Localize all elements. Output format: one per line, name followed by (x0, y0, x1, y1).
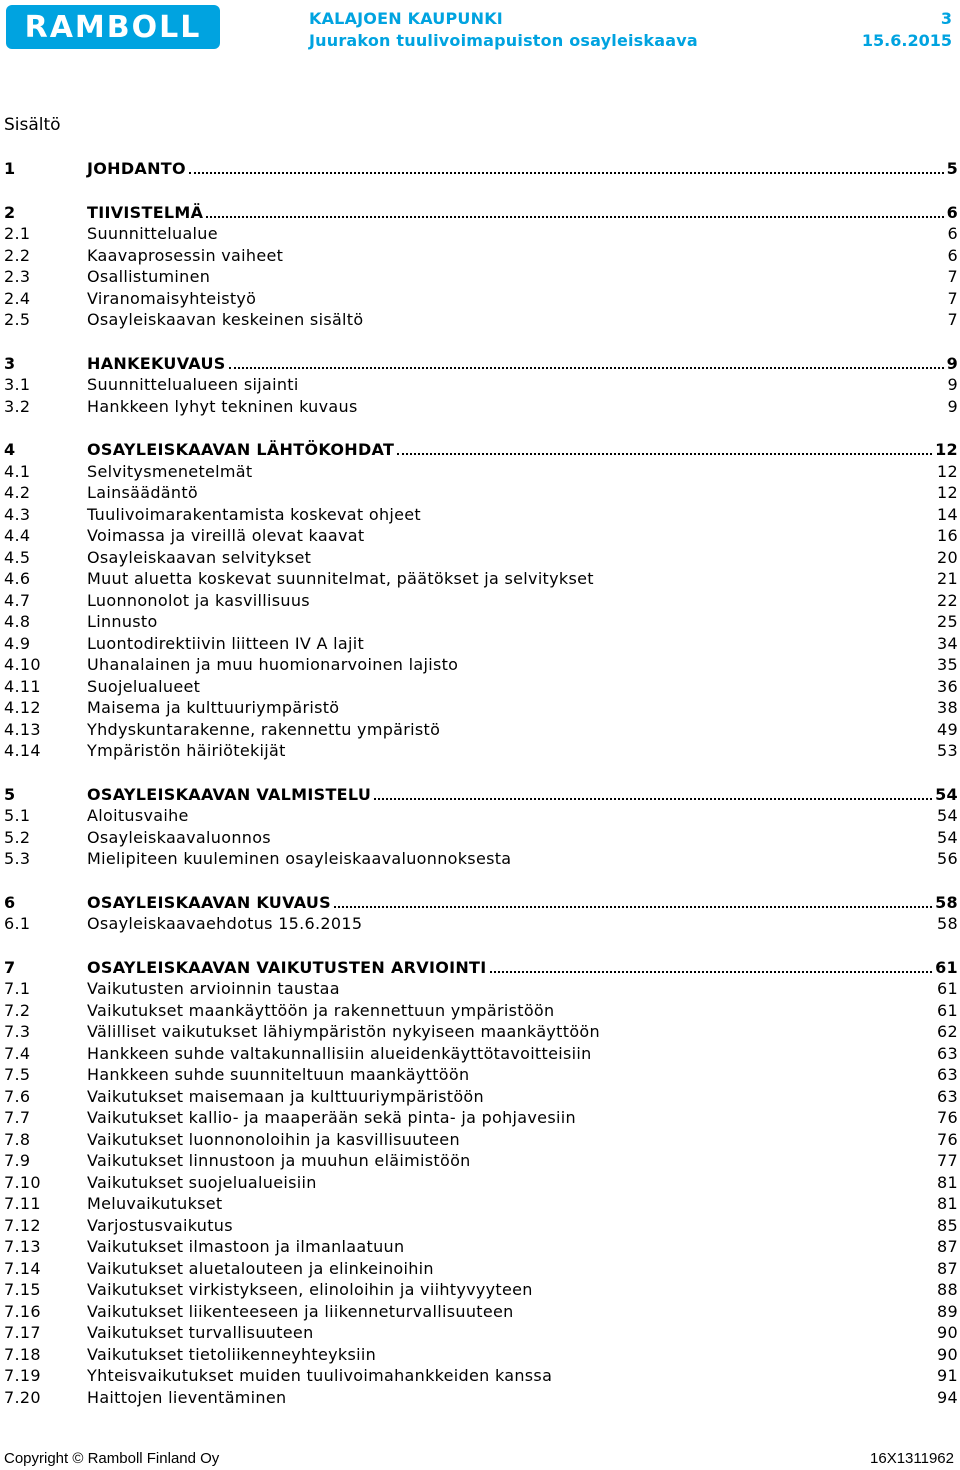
toc-entry-number: 4.3 (4, 504, 31, 524)
toc-entry-page: 77 (937, 1151, 958, 1170)
toc-entry-page: 90 (937, 1323, 958, 1342)
toc-entry-title: Lainsäädäntö (87, 483, 199, 502)
toc-entry-number: 7.8 (4, 1129, 31, 1149)
toc-entry-title: Osayleiskaavaehdotus 15.6.2015 (87, 914, 363, 933)
toc-section-entry[interactable] (4, 1064, 958, 1086)
toc-entry-title: Osayleiskaavan keskeinen sisältö (87, 310, 364, 329)
toc-entry-page: 7 (947, 310, 958, 329)
toc-entry-number: 4.13 (4, 719, 41, 739)
toc-section-entry[interactable] (4, 1129, 958, 1151)
toc-section-entry[interactable] (4, 288, 958, 310)
toc-entry-title: Osallistuminen (87, 267, 211, 286)
toc-section-entry[interactable] (4, 1365, 958, 1387)
toc-entry-page: 9 (947, 396, 958, 416)
toc-section-entry[interactable] (4, 568, 958, 590)
toc-entry-page: 6 (947, 245, 958, 265)
toc-entry-page: 7 (947, 288, 958, 308)
toc-entry-number: 5 (4, 784, 16, 804)
toc-entry-title: Hankkeen suhde valtakunnallisiin alueidenkäyttötavoitteisiin (87, 1043, 592, 1063)
toc-entry-page: 6 (947, 224, 958, 243)
toc-entry-title: Vaikutukset maisemaan ja kulttuuriympäristöön (87, 1086, 484, 1106)
toc-section-entry[interactable] (4, 1387, 958, 1409)
toc-entry-title: Vaikutukset turvallisuuteen (87, 1323, 314, 1342)
toc-entry-number: 4.8 (4, 612, 31, 631)
toc-entry-page: 76 (937, 1129, 958, 1149)
toc-entry-number: 4.14 (4, 741, 41, 760)
toc-section-entry[interactable] (4, 1021, 958, 1043)
toc-entry-page: 85 (937, 1215, 958, 1235)
toc-section-entry[interactable] (4, 1000, 958, 1022)
toc-section-entry[interactable] (4, 245, 958, 267)
toc-entry-page: 63 (937, 1065, 958, 1084)
toc-entry-number: 4.12 (4, 698, 41, 717)
toc-entry-title: Yhteisvaikutukset muiden tuulivoimahankkeiden kanssa (87, 1366, 553, 1385)
toc-section-entry[interactable] (4, 309, 958, 331)
toc-entry-title: Vaikutusten arvioinnin taustaa (87, 979, 340, 998)
toc-entry-title: Hankkeen suhde suunniteltuun maankäyttöön (87, 1065, 470, 1084)
toc-dot-leader (189, 171, 944, 174)
toc-entry-title: OSAYLEISKAAVAN VALMISTELU (87, 784, 372, 804)
toc-entry-page: 35 (937, 655, 958, 674)
toc-entry-number: 7.10 (4, 1172, 41, 1192)
toc-dot-leader (374, 797, 932, 800)
toc-entry-title: Mielipiteen kuuleminen osayleiskaavaluonnoksesta (87, 849, 512, 868)
toc-entry-number: 7.3 (4, 1022, 31, 1041)
toc-chapter-entry[interactable] (4, 957, 958, 979)
toc-entry-number: 4.10 (4, 655, 41, 674)
toc-entry-title: Ympäristön häiriötekijät (87, 741, 286, 760)
toc-entry-page: 12 (937, 483, 958, 502)
toc-entry-title: Vaikutukset liikenteeseen ja liikenneturvallisuuteen (87, 1301, 514, 1321)
toc-entry-page: 34 (937, 633, 958, 653)
toc-entry-number: 7.14 (4, 1258, 41, 1278)
toc-entry-page: 81 (937, 1172, 958, 1192)
toc-entry-title: Osayleiskaavaluonnos (87, 827, 271, 847)
toc-entry-number: 7.9 (4, 1151, 31, 1170)
toc-entry-number: 7 (4, 957, 16, 977)
toc-entry-number: 7.12 (4, 1215, 41, 1235)
toc-entry-page: 90 (937, 1344, 958, 1364)
toc-entry-number: 5.1 (4, 806, 31, 825)
logo-text: RAMBOLL (24, 9, 202, 45)
toc-section-entry[interactable] (4, 396, 958, 418)
toc-entry-page: 9 (946, 353, 958, 373)
toc-entry-number: 5.3 (4, 849, 31, 868)
toc-entry-page: 76 (937, 1108, 958, 1127)
toc-entry-number: 7.18 (4, 1344, 41, 1364)
toc-dot-leader (397, 452, 932, 455)
toc-entry-page: 56 (937, 849, 958, 868)
header-page-number: 3 (940, 9, 952, 28)
toc-section-entry[interactable] (4, 374, 958, 396)
toc-chapter-entry[interactable] (4, 784, 958, 806)
toc-entry-number: 3 (4, 353, 16, 373)
toc-section-entry[interactable] (4, 1172, 958, 1194)
toc-section-entry[interactable] (4, 848, 958, 870)
toc-section-entry[interactable] (4, 1279, 958, 1301)
toc-entry-page: 12 (935, 440, 958, 459)
toc-section-entry[interactable] (4, 978, 958, 1000)
toc-section-entry[interactable] (4, 654, 958, 676)
header-project: Juurakon tuulivoimapuiston osayleiskaava (309, 31, 698, 50)
toc-entry-number: 7.2 (4, 1000, 31, 1020)
toc-entry-page: 5 (946, 159, 958, 178)
toc-dot-leader (229, 366, 944, 369)
toc-entry-number: 2.3 (4, 267, 31, 286)
toc-entry-page: 54 (935, 784, 958, 804)
toc-section-entry[interactable] (4, 590, 958, 612)
toc-entry-number: 3.1 (4, 375, 31, 394)
toc-entry-page: 54 (937, 806, 958, 825)
toc-entry-title: Varjostusvaikutus (87, 1215, 233, 1235)
toc-entry-number: 4.1 (4, 461, 31, 481)
toc-entry-number: 3.2 (4, 396, 31, 416)
footer-copyright: Copyright © Ramboll Finland Oy (4, 1450, 220, 1467)
toc-section-entry[interactable] (4, 1107, 958, 1129)
toc-entry-number: 1 (4, 159, 16, 178)
toc-entry-number: 7.6 (4, 1086, 31, 1106)
toc-section-entry[interactable] (4, 482, 958, 504)
toc-entry-number: 2.1 (4, 224, 31, 243)
toc-entry-title: Osayleiskaavan selvitykset (87, 547, 312, 567)
toc-entry-title: Aloitusvaihe (87, 806, 189, 825)
toc-section-entry[interactable] (4, 1215, 958, 1237)
toc-chapter-entry[interactable] (4, 353, 958, 375)
toc-heading: Sisältö (4, 115, 61, 135)
toc-entry-number: 4 (4, 440, 16, 459)
toc-entry-page: 25 (937, 612, 958, 631)
toc-entry-page: 63 (937, 1086, 958, 1106)
toc-section-entry[interactable] (4, 633, 958, 655)
toc-entry-number: 6.1 (4, 914, 31, 933)
toc-entry-number: 2.4 (4, 288, 31, 308)
toc-entry-page: 20 (937, 547, 958, 567)
toc-entry-title: Haittojen lieventäminen (87, 1387, 287, 1407)
toc-entry-title: TIIVISTELMÄ (87, 202, 204, 222)
toc-entry-title: Muut aluetta koskevat suunnitelmat, päätökset ja selvitykset (87, 569, 594, 588)
toc-entry-title: Välilliset vaikutukset lähiympäristön nykyiseen maankäyttöön (87, 1022, 600, 1041)
toc-entry-title: Vaikutukset linnustoon ja muuhun eläimistöön (87, 1151, 471, 1170)
toc-entry-title: OSAYLEISKAAVAN VAIKUTUSTEN ARVIOINTI (87, 957, 487, 977)
toc-section-entry[interactable] (4, 1322, 958, 1344)
toc-dot-leader (490, 970, 933, 973)
toc-entry-title: Uhanalainen ja muu huomionarvoinen lajisto (87, 655, 459, 674)
toc-entry-title: Voimassa ja vireillä olevat kaavat (87, 526, 365, 545)
toc-entry-title: Meluvaikutukset (87, 1194, 223, 1213)
ramboll-logo (6, 5, 220, 49)
toc-entry-title: Vaikutukset virkistykseen, elinoloihin ja viihtyvyyteen (87, 1280, 533, 1299)
footer-doc-id: 16X1311962 (870, 1450, 954, 1467)
toc-section-entry[interactable] (4, 719, 958, 741)
header-date: 15.6.2015 (861, 31, 952, 50)
toc-section-entry[interactable] (4, 805, 958, 827)
toc-entry-page: 61 (935, 957, 958, 977)
toc-entry-number: 2 (4, 202, 16, 222)
toc-section-entry[interactable] (4, 913, 958, 935)
toc-entry-number: 7.20 (4, 1387, 41, 1407)
toc-entry-number: 2.5 (4, 310, 31, 329)
toc-entry-page: 9 (947, 375, 958, 394)
toc-entry-page: 16 (937, 526, 958, 545)
toc-section-entry[interactable] (4, 1236, 958, 1258)
toc-section-entry[interactable] (4, 676, 958, 698)
toc-entry-title: Kaavaprosessin vaiheet (87, 245, 284, 265)
toc-entry-number: 4.2 (4, 483, 31, 502)
toc-chapter-entry[interactable] (4, 202, 958, 224)
toc-section-entry[interactable] (4, 740, 958, 762)
toc-entry-title: Hankkeen lyhyt tekninen kuvaus (87, 396, 358, 416)
toc-section-entry[interactable] (4, 525, 958, 547)
toc-entry-number: 4.11 (4, 676, 41, 696)
toc-dot-leader (206, 215, 943, 218)
toc-entry-number: 5.2 (4, 827, 31, 847)
toc-entry-page: 58 (935, 892, 958, 912)
toc-chapter-entry[interactable] (4, 892, 958, 914)
toc-entry-number: 4.6 (4, 569, 31, 588)
toc-entry-page: 36 (937, 676, 958, 696)
toc-entry-number: 7.4 (4, 1043, 31, 1063)
toc-entry-number: 4.7 (4, 590, 31, 610)
toc-entry-page: 62 (937, 1022, 958, 1041)
toc-section-entry[interactable] (4, 827, 958, 849)
toc-entry-page: 49 (937, 719, 958, 739)
toc-section-entry[interactable] (4, 1086, 958, 1108)
toc-entry-page: 91 (937, 1366, 958, 1385)
toc-entry-page: 58 (937, 914, 958, 933)
toc-entry-number: 4.4 (4, 526, 31, 545)
toc-entry-number: 7.7 (4, 1108, 31, 1127)
toc-entry-page: 81 (937, 1194, 958, 1213)
toc-section-entry[interactable] (4, 461, 958, 483)
toc-entry-title: Suunnittelualueen sijainti (87, 375, 299, 394)
toc-entry-title: OSAYLEISKAAVAN KUVAUS (87, 892, 331, 912)
toc-entry-title: Luontodirektiivin liitteen IV A lajit (87, 633, 365, 653)
toc-entry-title: Maisema ja kulttuuriympäristö (87, 698, 340, 717)
toc-section-entry[interactable] (4, 504, 958, 526)
toc-entry-page: 94 (937, 1387, 958, 1407)
toc-entry-title: Vaikutukset luonnonoloihin ja kasvillisuuteen (87, 1129, 460, 1149)
toc-entry-page: 63 (937, 1043, 958, 1063)
toc-entry-title: Vaikutukset suojelualueisiin (87, 1172, 317, 1192)
toc-entry-number: 7.1 (4, 979, 31, 998)
toc-entry-title: Yhdyskuntarakenne, rakennettu ympäristö (87, 719, 441, 739)
toc-entry-page: 54 (937, 827, 958, 847)
toc-entry-title: Vaikutukset maankäyttöön ja rakennettuun ympäristöön (87, 1000, 555, 1020)
toc-section-entry[interactable] (4, 1150, 958, 1172)
toc-entry-title: Tuulivoimarakentamista koskevat ohjeet (87, 504, 422, 524)
toc-entry-page: 7 (947, 267, 958, 286)
toc-entry-page: 6 (946, 202, 958, 222)
toc-entry-title: Vaikutukset aluetalouteen ja elinkeinoihin (87, 1258, 434, 1278)
toc-entry-page: 61 (937, 979, 958, 998)
toc-section-entry[interactable] (4, 223, 958, 245)
toc-entry-title: Viranomaisyhteistyö (87, 288, 257, 308)
page-header (0, 0, 960, 60)
toc-section-entry[interactable] (4, 1258, 958, 1280)
toc-entry-title: OSAYLEISKAAVAN LÄHTÖKOHDAT (87, 440, 395, 459)
toc-entry-number: 4.5 (4, 547, 31, 567)
toc-entry-page: 88 (937, 1280, 958, 1299)
toc-entry-number: 2.2 (4, 245, 31, 265)
toc-section-entry[interactable] (4, 611, 958, 633)
toc-section-entry[interactable] (4, 1193, 958, 1215)
header-client: KALAJOEN KAUPUNKI (309, 9, 503, 28)
toc-section-entry[interactable] (4, 266, 958, 288)
toc-section-entry[interactable] (4, 1344, 958, 1366)
toc-entry-page: 14 (937, 504, 958, 524)
toc-entry-page: 61 (937, 1000, 958, 1020)
toc-section-entry[interactable] (4, 1043, 958, 1065)
toc-entry-page: 87 (937, 1237, 958, 1256)
toc-entry-number: 7.19 (4, 1366, 41, 1385)
toc-entry-page: 22 (937, 590, 958, 610)
toc-entry-title: JOHDANTO (87, 159, 186, 178)
toc-entry-number: 6 (4, 892, 16, 912)
toc-chapter-entry[interactable] (4, 439, 958, 461)
toc-entry-page: 12 (937, 461, 958, 481)
toc-entry-page: 38 (937, 698, 958, 717)
table-of-contents (4, 158, 958, 1408)
toc-entry-number: 7.17 (4, 1323, 41, 1342)
toc-entry-page: 89 (937, 1301, 958, 1321)
toc-entry-title: Linnusto (87, 612, 158, 631)
toc-entry-page: 53 (937, 741, 958, 760)
toc-entry-title: Vaikutukset tietoliikenneyhteyksiin (87, 1344, 377, 1364)
toc-entry-number: 4.9 (4, 633, 31, 653)
toc-entry-number: 7.15 (4, 1280, 41, 1299)
toc-entry-title: Suunnittelualue (87, 224, 218, 243)
toc-entry-title: Vaikutukset kallio- ja maaperään sekä pinta- ja pohjavesiin (87, 1108, 576, 1127)
toc-entry-number: 7.5 (4, 1065, 31, 1084)
toc-entry-number: 7.11 (4, 1194, 41, 1213)
toc-section-entry[interactable] (4, 547, 958, 569)
toc-chapter-entry[interactable] (4, 158, 958, 180)
toc-section-entry[interactable] (4, 697, 958, 719)
toc-entry-title: Luonnonolot ja kasvillisuus (87, 590, 310, 610)
toc-section-entry[interactable] (4, 1301, 958, 1323)
toc-entry-title: Vaikutukset ilmastoon ja ilmanlaatuun (87, 1237, 405, 1256)
toc-entry-number: 7.13 (4, 1237, 41, 1256)
toc-entry-page: 87 (937, 1258, 958, 1278)
toc-entry-title: Selvitysmenetelmät (87, 461, 253, 481)
toc-dot-leader (334, 905, 932, 908)
toc-entry-page: 21 (937, 569, 958, 588)
toc-entry-title: Suojelualueet (87, 676, 201, 696)
toc-entry-number: 7.16 (4, 1301, 41, 1321)
toc-entry-title: HANKEKUVAUS (87, 353, 226, 373)
